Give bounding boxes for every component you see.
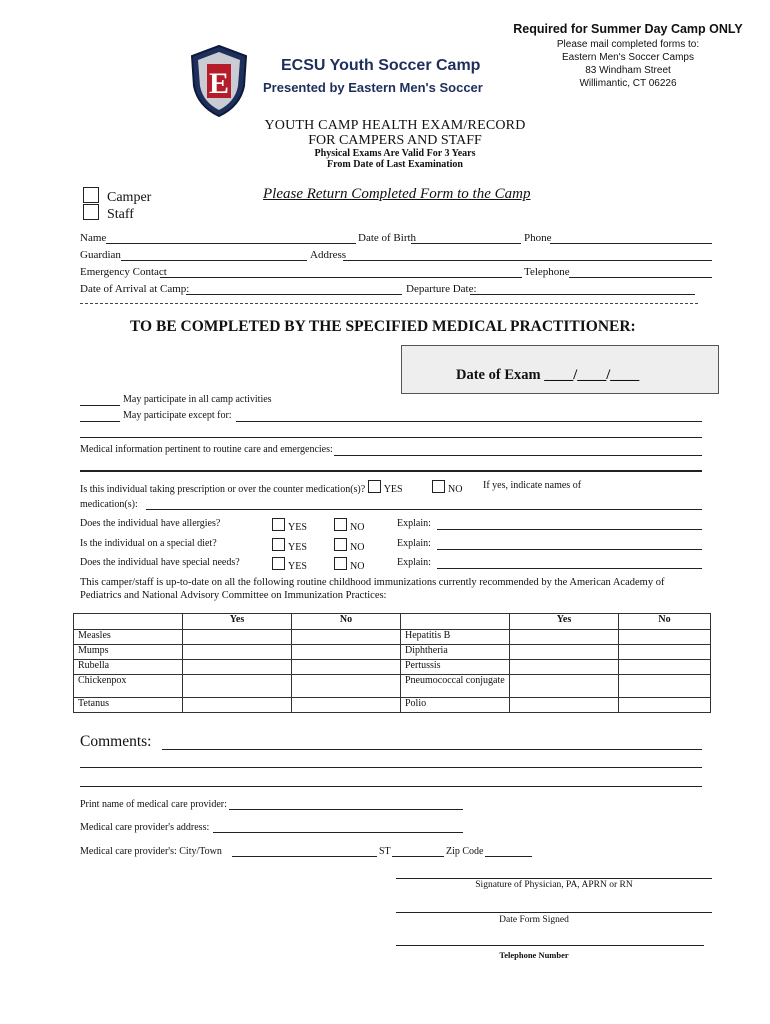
yes-cell[interactable] bbox=[183, 675, 292, 698]
yes-cell[interactable] bbox=[183, 630, 292, 645]
heading-line1: YOUTH CAMP HEALTH EXAM/RECORD bbox=[264, 118, 526, 133]
yes-cell[interactable] bbox=[183, 645, 292, 660]
address-label: Address bbox=[310, 249, 347, 261]
phone-label: Phone bbox=[524, 232, 552, 244]
no-cell[interactable] bbox=[619, 660, 711, 675]
emergency-field[interactable] bbox=[160, 277, 522, 278]
date-signed-label: Date Form Signed bbox=[499, 915, 569, 925]
guardian-label: Guardian bbox=[80, 249, 121, 261]
heading-line2: FOR CAMPERS AND STAFF bbox=[308, 133, 482, 148]
telephone-field[interactable] bbox=[569, 277, 712, 278]
shield-logo-icon bbox=[188, 44, 250, 118]
allergies-yes bbox=[272, 518, 307, 533]
signature-label: Signature of Physician, PA, APRN or RN bbox=[475, 880, 633, 890]
form-heading bbox=[200, 118, 590, 170]
date-of-exam-text: Date of Exam ____/____/____ bbox=[456, 367, 640, 383]
vaccine-name: Chickenpox bbox=[74, 675, 183, 698]
yes-cell[interactable] bbox=[510, 698, 619, 713]
signature-field[interactable] bbox=[396, 878, 712, 879]
comments-field-3[interactable] bbox=[80, 786, 702, 787]
shield-logo bbox=[188, 44, 250, 118]
yes-cell[interactable] bbox=[183, 698, 292, 713]
date-of-exam-box[interactable] bbox=[401, 345, 719, 394]
participate-all-label: May participate in all camp activities bbox=[123, 394, 272, 405]
allergies-no-checkbox[interactable] bbox=[334, 518, 347, 531]
table-row bbox=[74, 698, 711, 713]
vaccine-name: Tetanus bbox=[74, 698, 183, 713]
medication-question-text: Is this individual taking prescription or over the counter medication(s)? bbox=[80, 484, 366, 495]
notice-line: Willimantic, CT 06226 bbox=[579, 78, 677, 89]
return-note: Please Return Completed Form to the Camp bbox=[263, 186, 531, 202]
table-row bbox=[74, 675, 711, 698]
provider-city-label: Medical care provider's: City/Town bbox=[80, 846, 222, 857]
table-header bbox=[401, 614, 510, 630]
diet-question: Is the individual on a special diet? bbox=[80, 538, 217, 549]
telephone-number-label: Telephone Number bbox=[499, 950, 569, 960]
table-header: Yes bbox=[510, 614, 619, 630]
notice-line: Please mail completed forms to: bbox=[556, 39, 700, 50]
yes-cell[interactable] bbox=[510, 630, 619, 645]
allergies-explain-field[interactable] bbox=[437, 529, 702, 530]
no-cell[interactable] bbox=[619, 698, 711, 713]
allergies-no bbox=[334, 518, 364, 533]
comments-field-2[interactable] bbox=[80, 767, 702, 768]
dob-field[interactable] bbox=[411, 243, 521, 244]
allergies-no-label: NO bbox=[350, 522, 365, 533]
medication-no-checkbox[interactable] bbox=[432, 480, 445, 493]
medication-yes-label: YES bbox=[383, 484, 403, 495]
vaccine-name: Rubella bbox=[74, 660, 183, 675]
no-cell[interactable] bbox=[292, 630, 401, 645]
special-needs-no-checkbox[interactable] bbox=[334, 557, 347, 570]
provider-address-label: Medical care provider's address: bbox=[80, 822, 210, 833]
table-header: No bbox=[292, 614, 401, 630]
participate-except-label: May participate except for: bbox=[123, 410, 232, 421]
provider-name-label: Print name of medical care provider: bbox=[80, 799, 227, 810]
notice-line: 83 Windham Street bbox=[585, 65, 671, 76]
diet-no bbox=[334, 538, 364, 553]
table-header: Yes bbox=[183, 614, 292, 630]
special-needs-yes bbox=[272, 557, 307, 572]
staff-label: Staff bbox=[107, 207, 134, 222]
medical-info-field[interactable] bbox=[334, 455, 702, 456]
participate-except-field[interactable] bbox=[236, 421, 702, 422]
table-row bbox=[74, 660, 711, 675]
separator bbox=[80, 303, 698, 304]
no-cell[interactable] bbox=[619, 675, 711, 698]
yes-cell[interactable] bbox=[183, 660, 292, 675]
participate-except-blank[interactable] bbox=[80, 421, 120, 422]
vaccine-name: Hepatitis B bbox=[401, 630, 510, 645]
dob-label: Date of Birth bbox=[358, 232, 417, 244]
diet-explain-label: Explain: bbox=[397, 538, 431, 549]
table-row bbox=[74, 630, 711, 645]
heading-line3: Physical Exams Are Valid For 3 Years bbox=[314, 148, 476, 159]
diet-yes-checkbox[interactable] bbox=[272, 538, 285, 551]
immunization-statement: This camper/staff is up-to-date on all the following routine childhood immunizations currently recommended by the American Academy of Pediatrics and National Advisory Committee on Immunization Practices: bbox=[80, 577, 665, 601]
presented-by: Presented by Eastern Men's Soccer bbox=[263, 80, 483, 95]
diet-yes-label: YES bbox=[288, 542, 307, 553]
medications-field[interactable] bbox=[146, 509, 702, 510]
allergies-yes-label: YES bbox=[288, 522, 307, 533]
telephone-number-field[interactable] bbox=[396, 945, 704, 946]
medication-no-label: NO bbox=[448, 484, 463, 495]
diet-explain-field[interactable] bbox=[437, 549, 702, 550]
provider-st-field[interactable] bbox=[392, 856, 444, 857]
guardian-field[interactable] bbox=[121, 260, 307, 261]
svg-text:E: E bbox=[208, 67, 230, 100]
departure-label: Departure Date: bbox=[406, 283, 477, 295]
name-label: Name bbox=[80, 232, 107, 244]
medications-label: medication(s): bbox=[80, 499, 138, 510]
vaccine-name: Pneumococcal conjugate bbox=[401, 675, 510, 698]
medication-indicate: If yes, indicate names of bbox=[483, 480, 582, 491]
participate-all-blank[interactable] bbox=[80, 405, 120, 406]
summer-camp-notice bbox=[500, 22, 756, 89]
vaccine-name: Mumps bbox=[74, 645, 183, 660]
vaccine-name: Polio bbox=[401, 698, 510, 713]
emergency-label: Emergency Contact bbox=[80, 266, 167, 278]
diet-no-checkbox[interactable] bbox=[334, 538, 347, 551]
no-cell[interactable] bbox=[292, 675, 401, 698]
yes-cell[interactable] bbox=[510, 660, 619, 675]
provider-zip-field[interactable] bbox=[485, 856, 532, 857]
address-field[interactable] bbox=[343, 260, 712, 261]
camper-checkbox[interactable] bbox=[83, 187, 99, 203]
no-cell[interactable] bbox=[292, 645, 401, 660]
no-cell[interactable] bbox=[619, 630, 711, 645]
comments-field-1[interactable] bbox=[162, 749, 702, 750]
medication-question bbox=[80, 480, 403, 495]
practitioner-heading: TO BE COMPLETED BY THE SPECIFIED MEDICAL PRACTITIONER: bbox=[130, 318, 636, 335]
camper-label: Camper bbox=[107, 190, 152, 205]
vaccine-name: Pertussis bbox=[401, 660, 510, 675]
allergies-yes-checkbox[interactable] bbox=[272, 518, 285, 531]
no-cell[interactable] bbox=[292, 660, 401, 675]
arrival-label: Date of Arrival at Camp: bbox=[80, 283, 190, 295]
medical-info-label: Medical information pertinent to routine care and emergencies: bbox=[80, 444, 333, 455]
no-cell[interactable] bbox=[292, 698, 401, 713]
special-needs-explain-field[interactable] bbox=[437, 568, 702, 569]
provider-name-field[interactable] bbox=[229, 809, 463, 810]
comments-label: Comments: bbox=[80, 733, 152, 750]
medication-no bbox=[432, 480, 462, 495]
date-signed-field[interactable] bbox=[396, 912, 712, 913]
heading-line4: From Date of Last Examination bbox=[327, 159, 463, 170]
yes-cell[interactable] bbox=[510, 645, 619, 660]
table-header bbox=[74, 614, 183, 630]
diet-yes bbox=[272, 538, 307, 553]
phone-field[interactable] bbox=[550, 243, 712, 244]
provider-st-label: ST bbox=[379, 846, 391, 857]
immunization-table bbox=[73, 613, 711, 713]
special-needs-yes-checkbox[interactable] bbox=[272, 557, 285, 570]
staff-checkbox[interactable] bbox=[83, 204, 99, 220]
vaccine-name: Measles bbox=[74, 630, 183, 645]
notice-title: Required for Summer Day Camp ONLY bbox=[513, 22, 743, 36]
camp-name: ECSU Youth Soccer Camp bbox=[281, 57, 481, 74]
notice-line: Eastern Men's Soccer Camps bbox=[562, 52, 694, 63]
role-staff[interactable] bbox=[83, 204, 134, 223]
no-cell[interactable] bbox=[619, 645, 711, 660]
table-row bbox=[74, 645, 711, 660]
special-needs-no bbox=[334, 557, 364, 572]
diet-no-label: NO bbox=[350, 542, 365, 553]
provider-address-field[interactable] bbox=[213, 832, 463, 833]
special-needs-yes-label: YES bbox=[288, 561, 307, 572]
special-needs-explain-label: Explain: bbox=[397, 557, 431, 568]
name-field[interactable] bbox=[106, 243, 356, 244]
departure-field[interactable] bbox=[470, 294, 695, 295]
medical-info-field-2[interactable] bbox=[80, 470, 702, 472]
allergies-question: Does the individual have allergies? bbox=[80, 518, 221, 529]
table-header-row bbox=[74, 614, 711, 630]
arrival-field[interactable] bbox=[186, 294, 402, 295]
participate-except-field-2[interactable] bbox=[80, 437, 702, 438]
yes-cell[interactable] bbox=[510, 675, 619, 698]
table-header: No bbox=[619, 614, 711, 630]
special-needs-question: Does the individual have special needs? bbox=[80, 557, 240, 568]
allergies-explain-label: Explain: bbox=[397, 518, 431, 529]
telephone-label: Telephone bbox=[524, 266, 570, 278]
special-needs-no-label: NO bbox=[350, 561, 365, 572]
vaccine-name: Diphtheria bbox=[401, 645, 510, 660]
provider-zip-label: Zip Code bbox=[446, 846, 484, 857]
medication-yes-checkbox[interactable] bbox=[368, 480, 381, 493]
provider-city-field[interactable] bbox=[232, 856, 377, 857]
